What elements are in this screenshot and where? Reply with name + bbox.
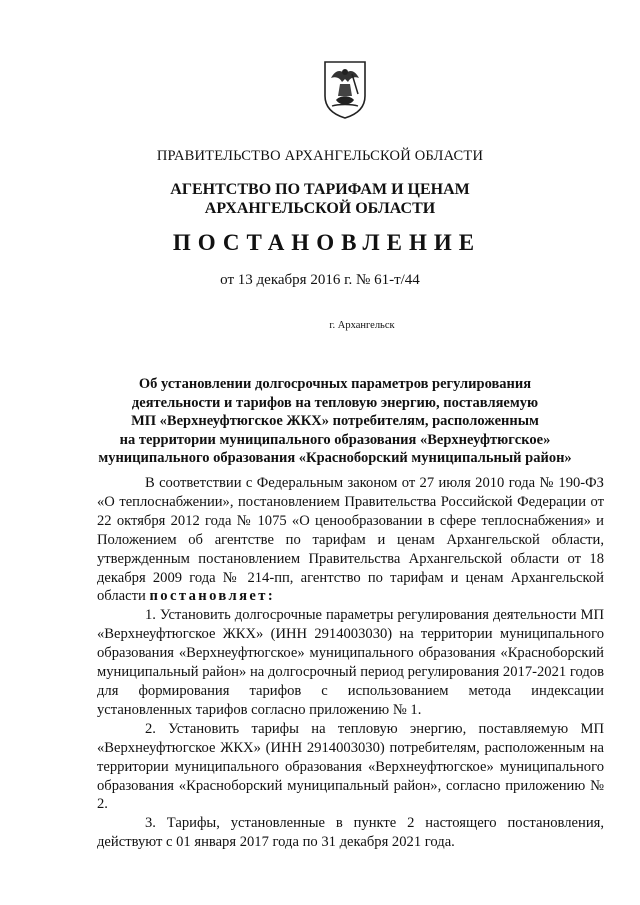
document-title [0, 375, 640, 468]
item-1-paragraph: 1. Установить долгосрочные параметры регулирования деятельности МП «Верхнеуфтюгское ЖКХ» (ИНН 2914003030) на территории муниципального образования «Верхнеуфтюгское» муниципального образования «Красноборский муниципальный район» на долгосрочный период регулирования 2017-2021 годов для формирования тарифов с использованием метода индексации установленных тарифов согласно приложению № 1. [97, 607, 604, 718]
preamble-paragraph [97, 474, 604, 606]
title-line-2: деятельности и тарифов на тепловую энергию, поставляемую [131, 394, 539, 411]
government-name: ПРАВИТЕЛЬСТВО АРХАНГЕЛЬСКОЙ ОБЛАСТИ [156, 148, 484, 164]
preamble-text: В соответствии с Федеральным законом от 27 июля 2010 года № 190-ФЗ «О теплоснабжении», постановлением Правительства Российской Федерации от 22 октября 2012 года № 1075 «О ценообразовании в сфере теплоснабжения» и Положением об агентстве по тарифам и ценам Архангельской области, утвержденным постановлением Правительства Архангельской области от 18 декабря 2009 года № 214-пп, агентство по тарифам и ценам Архангельской области [97, 475, 604, 605]
title-line-5: муниципального образования «Красноборский муниципальный район» [98, 450, 572, 467]
document-date-number: от 13 декабря 2016 г. № 61-т/44 [220, 272, 420, 288]
title-line-4: на территории муниципального образования «Верхнеуфтюгское» [119, 431, 551, 448]
document-type: ПОСТАНОВЛЕНИЕ [172, 230, 482, 255]
document-body [97, 474, 604, 852]
city-name: г. Архангельск [329, 320, 395, 331]
item-2-paragraph: 2. Установить тарифы на тепловую энергию, поставляемую МП «Верхнеуфтюгское ЖКХ» (ИНН 2914003030) потребителям, расположенным на территории муниципального образования «Верхнеуфтюгское» муниципального образования «Красноборский муниципальный район», согласно приложению № 2. [97, 720, 604, 813]
agency-line-2: АРХАНГЕЛЬСКОЙ ОБЛАСТИ [204, 200, 436, 217]
item-3-paragraph: 3. Тарифы, установленные в пункте 2 настоящего постановления, действуют с 01 января 2017 года по 31 декабря 2021 года. [97, 815, 604, 851]
decree-word: постановляет: [149, 588, 276, 605]
title-line-1: Об установлении долгосрочных параметров регулирования [138, 376, 532, 392]
title-line-3: МП «Верхнеуфтюгское ЖКХ» потребителям, расположенным [131, 413, 539, 430]
agency-name [0, 180, 640, 218]
agency-line-1: АГЕНТСТВО ПО ТАРИФАМ И ЦЕНАМ [170, 181, 470, 198]
coat-of-arms-emblem [322, 60, 368, 120]
